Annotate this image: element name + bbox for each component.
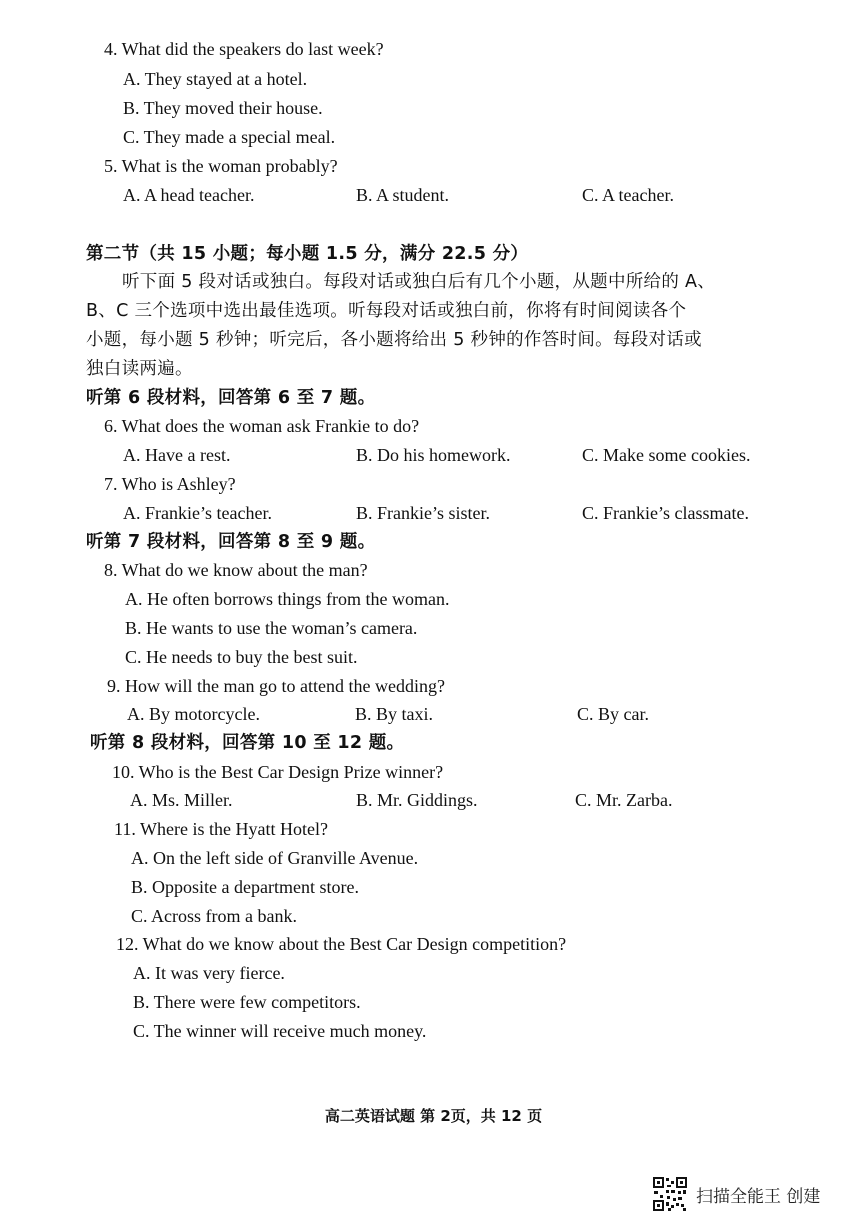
question-8-stem: 8. What do we know about the man? <box>104 560 368 580</box>
question-9-option-b: B. By taxi. <box>355 704 434 724</box>
question-12-option-a: A. It was very fierce. <box>133 963 285 983</box>
question-4-option-a: A. They stayed at a hotel. <box>123 69 308 89</box>
question-12-option-b: B. There were few competitors. <box>133 992 361 1012</box>
question-5-option-a: A. A head teacher. <box>123 185 255 205</box>
instructions-line-1: 听下面 5 段对话或独白。每段对话或独白后有几个小题，从题中所给的 A、 <box>122 272 716 292</box>
scanner-brand-text: 扫描全能王 创建 <box>696 1186 821 1207</box>
question-10-option-a: A. Ms. Miller. <box>130 790 233 810</box>
question-6-option-c: C. Make some cookies. <box>582 445 751 465</box>
instructions-line-4: 独白读两遍。 <box>86 359 193 379</box>
page-footer: 高二英语试题 第 2页，共 12 页 <box>324 1107 543 1125</box>
question-5-option-b: B. A student. <box>356 185 450 205</box>
question-11-option-c: C. Across from a bank. <box>131 906 297 926</box>
question-11-option-a: A. On the left side of Granville Avenue. <box>131 848 419 868</box>
material-7-heading: 听第 7 段材料，回答第 8 至 9 题。 <box>86 532 376 552</box>
question-5-option-c: C. A teacher. <box>582 185 674 205</box>
question-10-option-c: C. Mr. Zarba. <box>575 790 673 810</box>
question-11-stem: 11. Where is the Hyatt Hotel? <box>114 819 328 839</box>
question-4-option-c: C. They made a special meal. <box>123 127 336 147</box>
question-9-option-a: A. By motorcycle. <box>127 704 260 724</box>
question-9-option-c: C. By car. <box>577 704 649 724</box>
question-6-option-a: A. Have a rest. <box>123 445 231 465</box>
question-7-option-c: C. Frankie’s classmate. <box>582 503 749 523</box>
question-6-stem: 6. What does the woman ask Frankie to do? <box>104 416 420 436</box>
question-10-stem: 10. Who is the Best Car Design Prize winner? <box>112 762 444 782</box>
question-4-option-b: B. They moved their house. <box>123 98 323 118</box>
question-9-stem: 9. How will the man go to attend the wedding? <box>107 676 445 696</box>
question-8-option-a: A. He often borrows things from the woman. <box>125 589 450 609</box>
question-6-option-b: B. Do his homework. <box>356 445 511 465</box>
section-2-heading: 第二节（共 15 小题；每小题 1.5 分，满分 22.5 分） <box>86 244 529 264</box>
material-8-heading: 听第 8 段材料，回答第 10 至 12 题。 <box>90 733 405 753</box>
question-5-stem: 5. What is the woman probably? <box>104 156 338 176</box>
question-8-option-b: B. He wants to use the woman’s camera. <box>125 618 418 638</box>
material-6-heading: 听第 6 段材料，回答第 6 至 7 题。 <box>86 388 376 408</box>
question-7-option-a: A. Frankie’s teacher. <box>123 503 272 523</box>
question-10-option-b: B. Mr. Giddings. <box>356 790 478 810</box>
question-7-stem: 7. Who is Ashley? <box>104 474 236 494</box>
scanner-watermark <box>652 1176 820 1212</box>
question-11-option-b: B. Opposite a department store. <box>131 877 359 897</box>
question-4-stem: 4. What did the speakers do last week? <box>104 39 384 59</box>
instructions-line-3: 小题，每小题 5 秒钟；听完后，各小题将给出 5 秒钟的作答时间。每段对话或 <box>86 330 702 350</box>
question-7-option-b: B. Frankie’s sister. <box>356 503 490 523</box>
instructions-line-2: B、C 三个选项中选出最佳选项。听每段对话或独白前，你将有时间阅读各个 <box>86 301 687 321</box>
question-8-option-c: C. He needs to buy the best suit. <box>125 647 358 667</box>
question-12-option-c: C. The winner will receive much money. <box>133 1021 427 1041</box>
qr-code-icon <box>652 1176 688 1212</box>
question-12-stem: 12. What do we know about the Best Car Design competition? <box>116 934 567 954</box>
